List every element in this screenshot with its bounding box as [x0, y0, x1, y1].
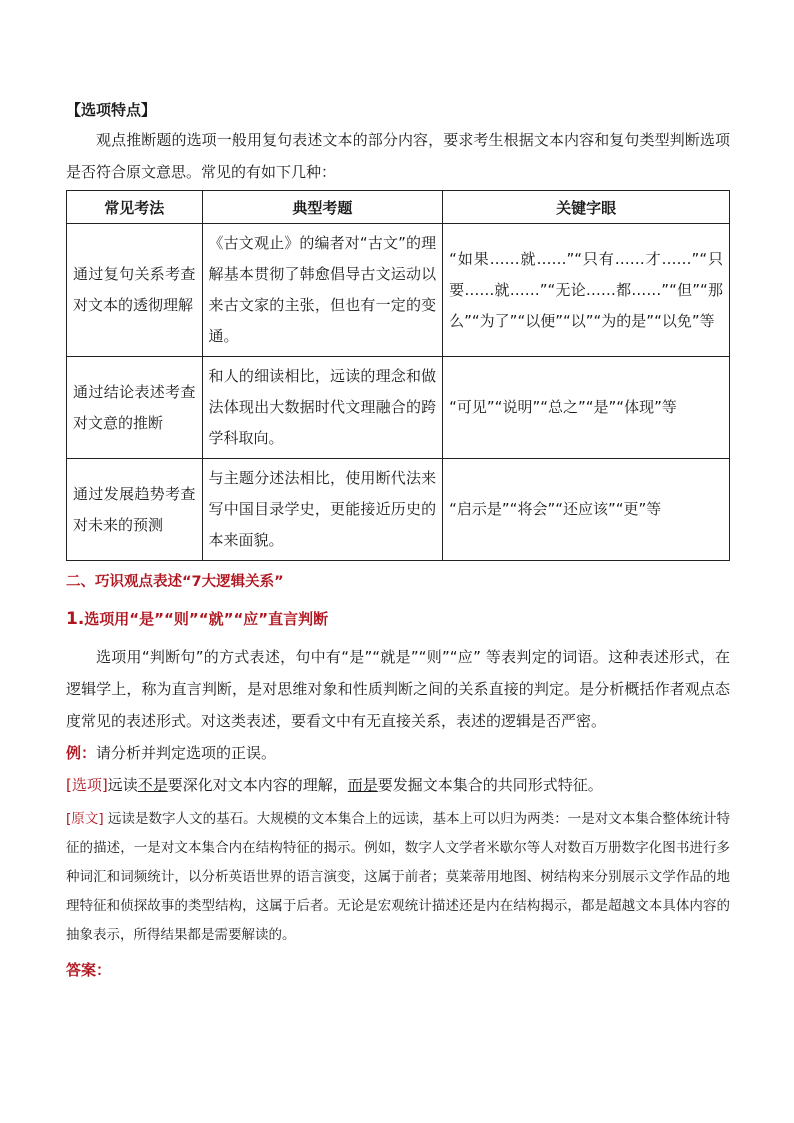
- cell-example: 与主题分述法相比，使用断代法来写中国目录学史，更能接近历史的本来面貌。: [202, 459, 443, 561]
- cell-keywords: “启示是”“将会”“还应该”“更”等: [443, 459, 730, 561]
- subsection-title: [66, 597, 730, 641]
- source-text: 远读是数字人文的基石。大规模的文本集合上的远读，基本上可以归为两类：一是对文本集合整体统计特征的描述，一是对文本集合内在结构特征的揭示。例如，数字人文学者米歇尔等人对数百万册数字化图书进行多种词汇和词频统计，以分析英语世界的语言演变，这属于前者；莫莱蒂用地图、树结构来分别展示文学作品的地理特征和侦探故事的类型结构，这属于后者。无论是宏观统计描述还是内在结构揭示，都是超越文本具体内容的抽象表示，所得结果都是需要解读的。: [66, 811, 730, 943]
- option-text-underlined-2: 而是: [347, 776, 378, 794]
- example-line: [66, 737, 730, 769]
- features-heading: 【选项特点】: [66, 101, 157, 119]
- cell-method: 通过复句关系考查对文本的透彻理解: [67, 224, 203, 357]
- option-text-underlined-1: 不是: [137, 776, 168, 794]
- document-page: [66, 96, 730, 986]
- cell-keywords: “如果……就……”“只有……才……”“只要……就……”“无论……都……”“但”“那么”“为了”“以便”“以”“为的是”“以免”等: [443, 224, 730, 357]
- option-text-2: 要深化对文本内容的理解，: [167, 776, 348, 794]
- table-row: [67, 357, 730, 459]
- exam-types-table: [66, 190, 730, 561]
- cell-method: 通过结论表述考查对文意的推断: [67, 357, 203, 459]
- option-label: [选项]: [66, 776, 108, 794]
- section-paragraph: 选项用“判断句”的方式表述，句中有“是”“就是”“则”“应” 等表判定的词语。这种表述形式，在逻辑学上，称为直言判断，是对思维对象和性质判断之间的关系直接的判定。是分析概括作者观点态度常见的表述形式。对这类表述，要看文中有无直接关系，表述的逻辑是否严密。: [66, 648, 730, 730]
- example-label: 例：: [66, 744, 97, 762]
- option-text-1: 远读: [107, 776, 138, 794]
- features-intro: 观点推断题的选项一般用复句表述文本的部分内容，要求考生根据文本内容和复句类型判断选项是否符合原文意思。常见的有如下几种：: [66, 131, 730, 181]
- header-example: 典型考题: [202, 191, 443, 224]
- section-title: 二、巧识观点表述“7大逻辑关系”: [66, 574, 284, 590]
- table-header-row: [67, 191, 730, 224]
- subsection-number: 1.: [66, 609, 85, 629]
- source-passage: [66, 805, 730, 950]
- header-method: 常见考法: [67, 191, 203, 224]
- cell-example: 和人的细读相比，远读的理念和做法体现出大数据时代文理融合的跨学科取向。: [202, 357, 443, 459]
- table-row: [67, 224, 730, 357]
- source-label: [原文]: [66, 811, 104, 827]
- cell-example: 《古文观止》的编者对“古文”的理解基本贯彻了韩愈倡导古文运动以来古文家的主张，但也有一定的变通。: [202, 224, 443, 357]
- answer-label: 答案：: [66, 961, 112, 979]
- option-text-3: 要发掘文本集合的共同形式特征。: [377, 776, 603, 794]
- cell-method: 通过发展趋势考查对未来的预测: [67, 459, 203, 561]
- option-line: [66, 769, 730, 803]
- header-keywords: 关键字眼: [443, 191, 730, 224]
- subsection-text: 选项用“是”“则”“就”“应”直言判断: [84, 610, 329, 628]
- example-text: 请分析并判定选项的正误。: [96, 744, 277, 762]
- table-row: [67, 459, 730, 561]
- cell-keywords: “可见”“说明”“总之”“是”“体现”等: [443, 357, 730, 459]
